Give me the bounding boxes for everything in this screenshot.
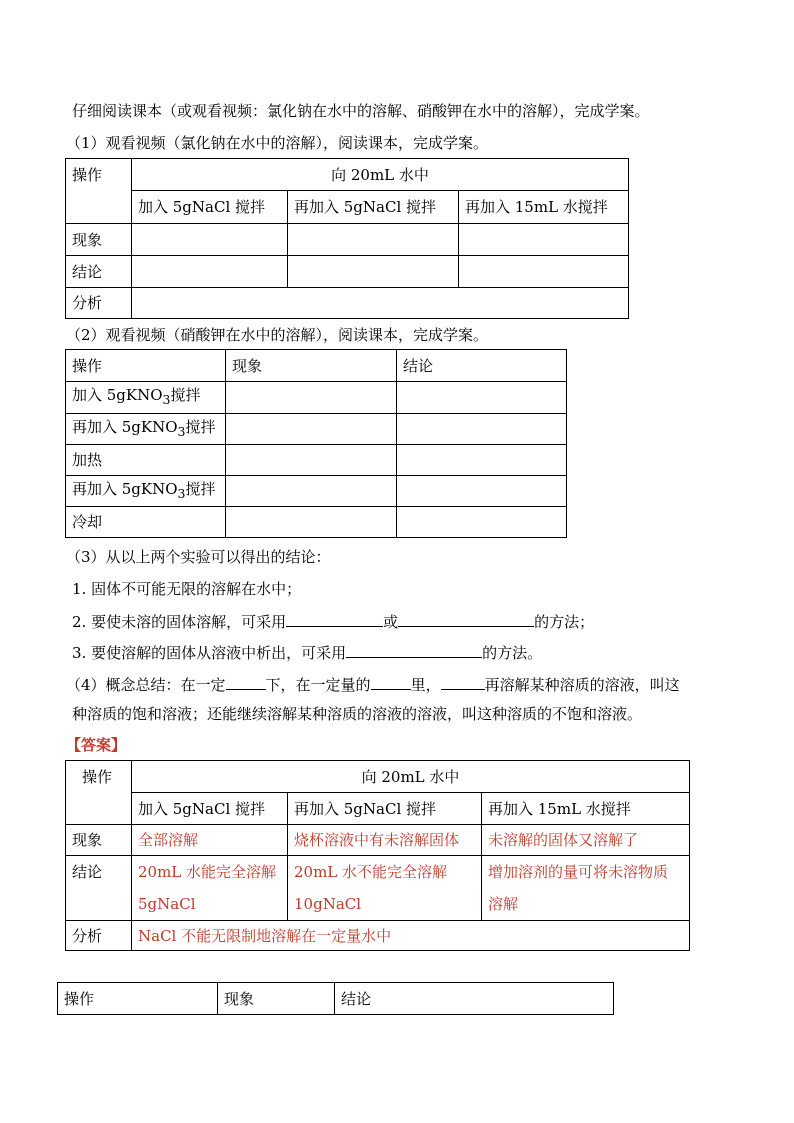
blank-cell[interactable] [397,414,567,445]
conclusion-item-2: 2. 要使未溶的固体溶解，可采用 或 的方法； [72,610,594,632]
fill-blank[interactable] [441,673,485,690]
blank-cell[interactable] [397,445,567,476]
blank-cell[interactable] [226,507,397,538]
answer-op-label: 操作 [66,761,132,825]
concept-summary-line-2: 种溶质的饱和溶液；还能继续溶解某种溶质的溶液的溶液，叫这种溶质的不饱和溶液。 [72,705,643,723]
blank-cell[interactable] [226,476,397,507]
blank-cell[interactable] [397,476,567,507]
answer2-header-operation: 操作 [58,983,218,1015]
blank-cell[interactable] [132,288,629,319]
answer-phenomenon-2: 烧杯溶液中有未溶解固体 [288,825,482,856]
intro-text: 仔细阅读课本（或观看视频：氯化钠在水中的溶解、硝酸钾在水中的溶解），完成学案。 [72,102,650,120]
answer-col-header-3: 再加入 15mL 水搅拌 [482,793,690,825]
part2-heading: （2）观看视频（硝酸钾在水中的溶解），阅读课本，完成学案。 [66,326,489,344]
answer2-header-conclusion: 结论 [335,983,614,1015]
col-header-3: 再加入 15mL 水搅拌 [459,191,629,224]
nacl-table [65,158,629,319]
fill-blank[interactable] [346,641,482,658]
blank-cell[interactable] [459,256,629,288]
concept-summary-line-1: （4）概念总结：在一定 下，在一定量的 里， 再溶解某种溶质的溶液，叫这 [66,673,680,695]
blank-cell[interactable] [288,224,459,256]
answer-col-header-2: 再加入 5gNaCl 搅拌 [288,793,482,825]
part3-heading: （3）从以上两个实验可以得出的结论： [66,548,331,566]
blank-cell[interactable] [226,414,397,445]
group-header: 向 20mL 水中 [132,159,629,191]
fill-blank[interactable] [398,610,534,627]
answer-row-label-conclusion: 结论 [66,856,132,921]
row-operation: 再加入 5gKNO$_3$搅拌 [66,414,226,445]
blank-cell[interactable] [132,256,288,288]
answer-phenomenon-3: 未溶解的固体又溶解了 [482,825,690,856]
fill-blank[interactable] [371,673,411,690]
conclusion-item-3: 3. 要使溶解的固体从溶液中析出，可采用 的方法。 [72,641,542,663]
header-phenomenon: 现象 [226,350,397,382]
kno3-table [65,349,567,538]
answer-analysis: NaCl 不能无限制地溶解在一定量水中 [132,921,690,951]
blank-cell[interactable] [226,445,397,476]
op-label: 操作 [66,159,132,224]
header-conclusion: 结论 [397,350,567,382]
col-header-1: 加入 5gNaCl 搅拌 [132,191,288,224]
row-operation: 冷却 [66,507,226,538]
answer-row-label-phenomenon: 现象 [66,825,132,856]
answer-conclusion-2: 20mL 水不能完全溶解 10gNaCl [288,856,482,921]
answer-phenomenon-1: 全部溶解 [132,825,288,856]
answer-table-2 [57,982,614,1015]
fill-blank[interactable] [286,610,383,627]
row-label-phenomenon: 现象 [66,224,132,256]
blank-cell[interactable] [397,507,567,538]
blank-cell[interactable] [459,224,629,256]
part1-heading: （1）观看视频（氯化钠在水中的溶解），阅读课本，完成学案。 [66,134,489,152]
row-operation: 加入 5gKNO$_3$搅拌 [66,382,226,414]
conclusion-item-1: 1. 固体不可能无限的溶解在水中； [72,580,302,598]
answer2-header-phenomenon: 现象 [218,983,335,1015]
blank-cell[interactable] [226,382,397,414]
answer-group-header: 向 20mL 水中 [132,761,690,793]
answer-table [65,760,690,951]
row-operation: 再加入 5gKNO$_3$搅拌 [66,476,226,507]
row-operation: 加热 [66,445,226,476]
answer-conclusion-1: 20mL 水能完全溶解 5gNaCl [132,856,288,921]
blank-cell[interactable] [288,256,459,288]
answer-conclusion-3: 增加溶剂的量可将未溶物质 溶解 [482,856,690,921]
header-operation: 操作 [66,350,226,382]
row-label-conclusion: 结论 [66,256,132,288]
fill-blank[interactable] [226,673,266,690]
blank-cell[interactable] [132,224,288,256]
answer-row-label-analysis: 分析 [66,921,132,951]
answer-col-header-1: 加入 5gNaCl 搅拌 [132,793,288,825]
col-header-2: 再加入 5gNaCl 搅拌 [288,191,459,224]
answer-label: 【答案】 [66,736,127,754]
blank-cell[interactable] [397,382,567,414]
row-label-analysis: 分析 [66,288,132,319]
